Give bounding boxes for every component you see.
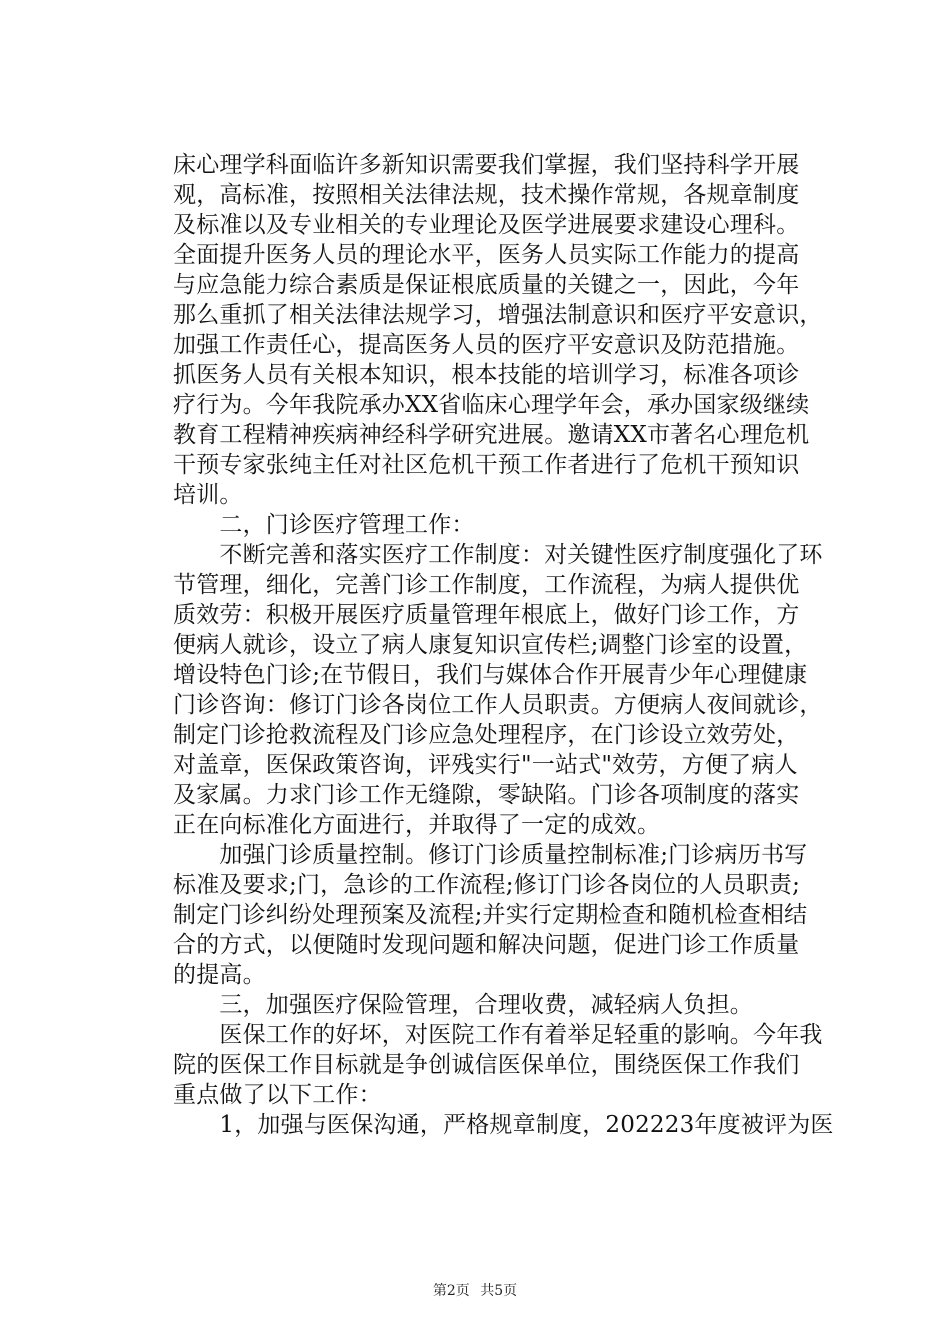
text-line: 及家属。力求门诊工作无缝隙，零缺陷。门诊各项制度的落实 [173, 782, 800, 808]
text-line: 制定门诊纠纷处理预案及流程;并实行定期检查和随机检查相结 [173, 902, 808, 928]
text-line: 三，加强医疗保险管理，合理收费，减轻病人负担。 [173, 992, 753, 1018]
text-line: 不断完善和落实医疗工作制度：对关键性医疗制度强化了环 [173, 542, 823, 568]
text-line: 床心理学科面临许多新知识需要我们掌握，我们坚持科学开展 [173, 152, 800, 178]
text-line: 制定门诊抢救流程及门诊应急处理程序，在门诊设立效劳处， [173, 722, 800, 748]
text-line: 抓医务人员有关根本知识，根本技能的培训学习，标准各项诊 [173, 362, 800, 388]
text-line: 增设特色门诊;在节假日，我们与媒体合作开展青少年心理健康 [173, 662, 808, 688]
page-footer [0, 1280, 950, 1300]
text-line: 全面提升医务人员的理论水平，医务人员实际工作能力的提高 [173, 242, 800, 268]
text-line: 正在向标准化方面进行，并取得了一定的成效。 [173, 812, 661, 838]
text-line: 院的医保工作目标就是争创诚信医保单位，围绕医保工作我们 [173, 1052, 800, 1078]
text-line: 便病人就诊，设立了病人康复知识宣传栏;调整门诊室的设置， [173, 632, 808, 658]
text-line: 医保工作的好坏，对医院工作有着举足轻重的影响。今年我 [173, 1022, 823, 1048]
text-line: 二，门诊医疗管理工作： [173, 512, 475, 538]
text-line: 与应急能力综合素质是保证根底质量的关键之一，因此，今年 [173, 272, 800, 298]
text-line: 重点做了以下工作： [173, 1082, 382, 1108]
text-line: 培训。 [173, 482, 243, 508]
text-line: 干预专家张纯主任对社区危机干预工作者进行了危机干预知识 [173, 452, 800, 478]
text-line: 1，加强与医保沟通，严格规章制度，202223年度被评为医 [173, 1112, 834, 1138]
text-line: 观，高标准，按照相关法律法规，技术操作常规，各规章制度 [173, 182, 800, 208]
document-body [173, 150, 833, 1140]
text-line: 对盖章，医保政策咨询，评残实行"一站式"效劳，方便了病人 [173, 752, 798, 778]
page-number: 第2页 [432, 1283, 470, 1299]
text-line: 及标准以及专业相关的专业理论及医学进展要求建设心理科。 [173, 212, 800, 238]
text-line: 疗行为。今年我院承办XX省临床心理学年会，承办国家级继续 [173, 392, 810, 418]
page-total: 共5页 [480, 1283, 518, 1299]
text-line: 合的方式，以便随时发现问题和解决问题，促进门诊工作质量 [173, 932, 800, 958]
text-line: 加强门诊质量控制。修订门诊质量控制标准;门诊病历书写 [173, 842, 808, 868]
text-line: 质效劳：积极开展医疗质量管理年根底上，做好门诊工作，方 [173, 602, 800, 628]
text-line: 标准及要求;门，急诊的工作流程;修订门诊各岗位的人员职责; [173, 872, 801, 898]
text-line: 加强工作责任心，提高医务人员的医疗平安意识及防范措施。 [173, 332, 800, 358]
text-line: 的提高。 [173, 962, 266, 988]
text-line: 教育工程精神疾病神经科学研究进展。邀请XX市著名心理危机 [173, 422, 810, 448]
text-line: 门诊咨询：修订门诊各岗位工作人员职责。方便病人夜间就诊， [173, 692, 823, 718]
text-line: 节管理，细化，完善门诊工作制度，工作流程，为病人提供优 [173, 572, 800, 598]
text-line: 那么重抓了相关法律法规学习，增强法制意识和医疗平安意识， [173, 302, 823, 328]
